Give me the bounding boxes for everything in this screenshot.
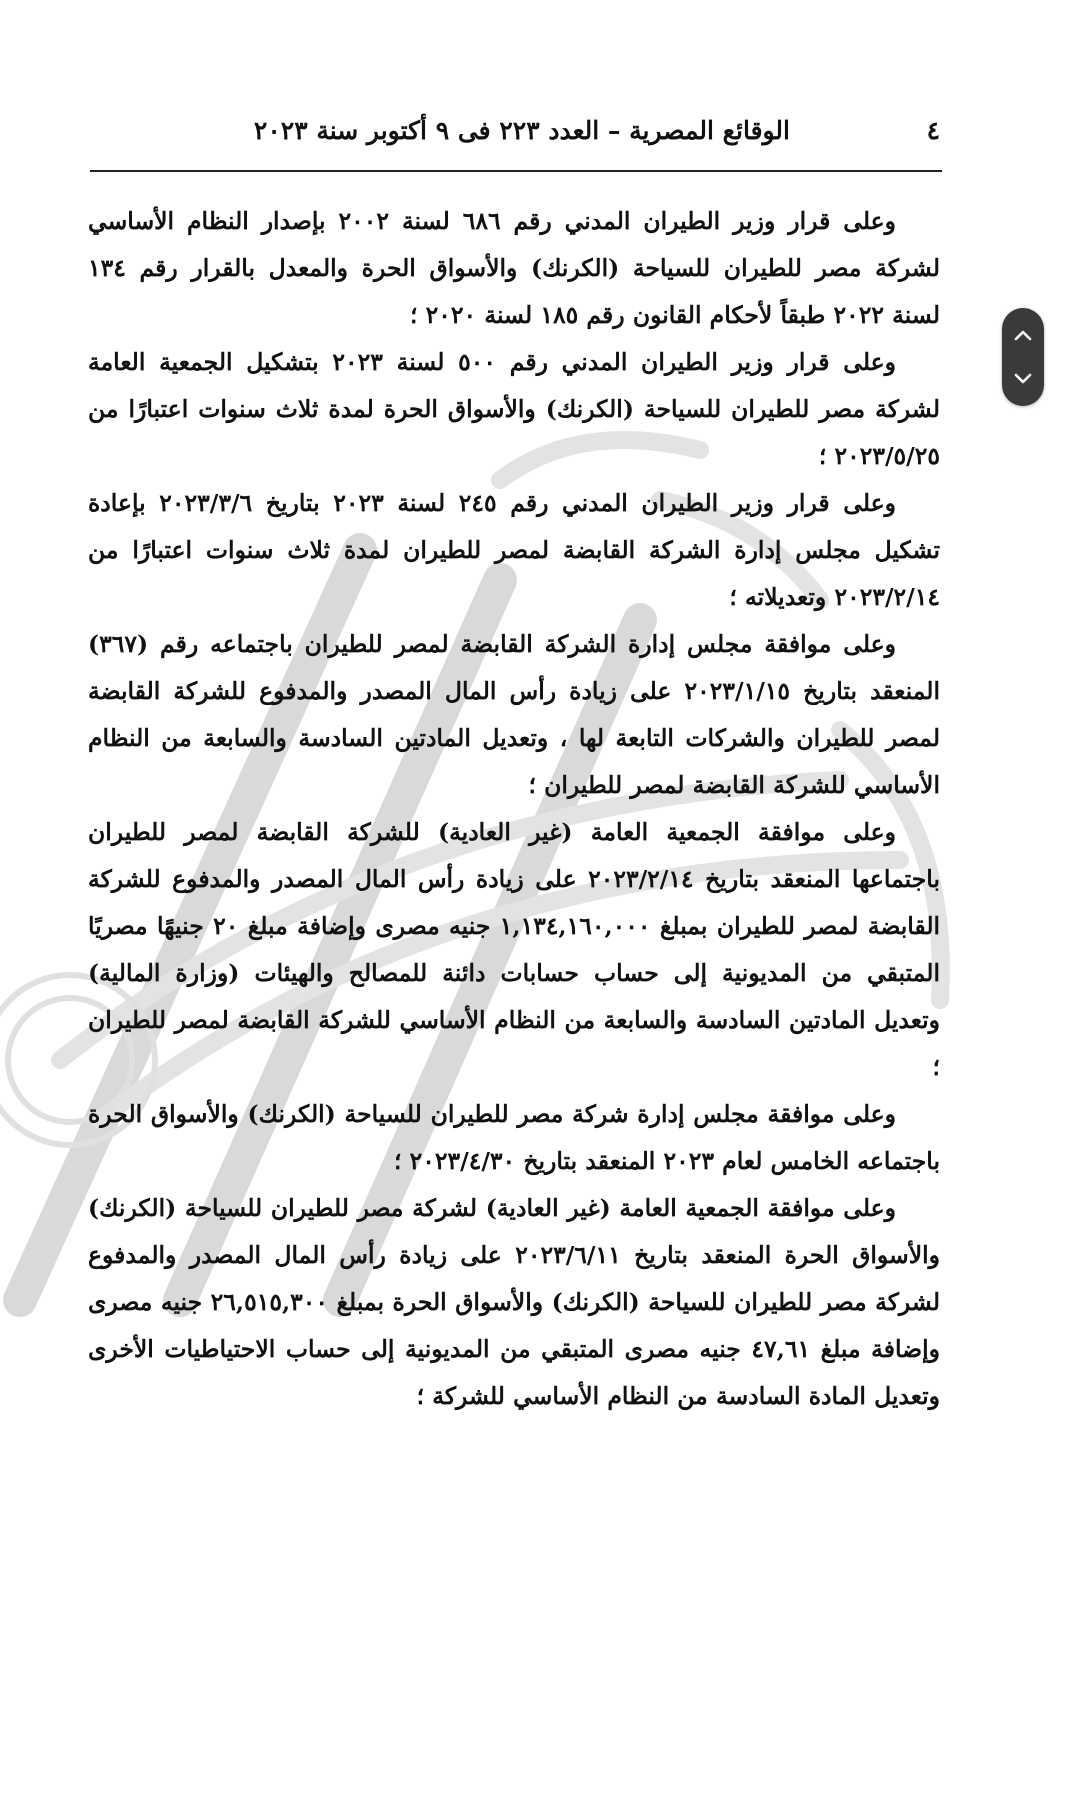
header-divider: [90, 170, 942, 172]
paragraph: وعلى قرار وزير الطيران المدني رقم ٦٨٦ لسنة ٢٠٠٢ بإصدار النظام الأساسي لشركة مصر للطيران للسياحة (الكرنك) والأسواق الحرة والمعدل بالقرار رقم ١٣٤ لسنة ٢٠٢٢ طبقاً لأحكام القانون رقم ١٨٥ لسنة ٢٠٢٠ ؛: [88, 207, 940, 329]
page-title: الوقائع المصرية – العدد ٢٢٣ فى ٩ أكتوبر سنة ٢٠٢٣: [253, 116, 790, 145]
document-body: [88, 198, 940, 1420]
page-number: ٤: [926, 116, 940, 145]
paragraph: وعلى موافقة الجمعية العامة (غير العادية) لشركة مصر للطيران للسياحة (الكرنك) والأسواق الحرة المنعقد بتاريخ ٢٠٢٣/٦/١١ على زيادة رأس المال المصدر والمدفوع لشركة مصر للطيران للسياحة (الكرنك) والأسواق الحرة بمبلغ ٢٦,٥١٥,٣٠٠ جنيه مصرى وإضافة مبلغ ٤٧,٦١ جنيه مصرى المتبقي من المديونية إلى حساب الاحتياطيات الأخرى وتعديل المادة السادسة من النظام الأساسي للشركة ؛: [88, 1194, 941, 1410]
page-header: [90, 108, 940, 156]
paragraph: وعلى قرار وزير الطيران المدني رقم ٢٤٥ لسنة ٢٠٢٣ بتاريخ ٢٠٢٣/٣/٦ بإعادة تشكيل مجلس إدارة الشركة القابضة لمصر للطيران لمدة ثلاث سنوات اعتبارًا من ٢٠٢٣/٢/١٤ وتعديلاته ؛: [88, 489, 940, 611]
page-scroll-control: [1002, 308, 1044, 406]
paragraph: وعلى موافقة مجلس إدارة شركة مصر للطيران للسياحة (الكرنك) والأسواق الحرة باجتماعه الخامس لعام ٢٠٢٣ المنعقد بتاريخ ٢٠٢٣/٤/٣٠ ؛: [88, 1100, 940, 1175]
chevron-down-icon: [1014, 373, 1032, 385]
paragraph: وعلى قرار وزير الطيران المدني رقم ٥٠٠ لسنة ٢٠٢٣ بتشكيل الجمعية العامة لشركة مصر للطيران للسياحة (الكرنك) والأسواق الحرة لمدة ثلاث سنوات اعتبارًا من ٢٠٢٣/٥/٢٥ ؛: [88, 348, 940, 470]
paragraph: وعلى موافقة الجمعية العامة (غير العادية) للشركة القابضة لمصر للطيران باجتماعها المنعقد بتاريخ ٢٠٢٣/٢/١٤ على زيادة رأس المال المصدر والمدفوع للشركة القابضة لمصر للطيران بمبلغ ١,١٣٤,١٦٠,٠٠٠ جنيه مصرى وإضافة مبلغ ٢٠ جنيهًا مصريًا المتبقي من المديونية إلى حساب حسابات دائنة للمصالح والهيئات (وزارة المالية) وتعديل المادتين السادسة والسابعة من النظام الأساسي للشركة القابضة لمصر للطيران ؛: [88, 818, 941, 1081]
chevron-up-icon: [1014, 329, 1032, 341]
paragraph: وعلى موافقة مجلس إدارة الشركة القابضة لمصر للطيران باجتماعه رقم (٣٦٧) المنعقد بتاريخ ٢٠٢٣/١/١٥ على زيادة رأس المال المصدر والمدفوع للشركة القابضة لمصر للطيران والشركات التابعة لها ، وتعديل المادتين السادسة والسابعة من النظام الأساسي للشركة القابضة لمصر للطيران ؛: [88, 630, 940, 799]
scroll-up-button[interactable]: [1008, 318, 1038, 352]
scroll-down-button[interactable]: [1008, 362, 1038, 396]
